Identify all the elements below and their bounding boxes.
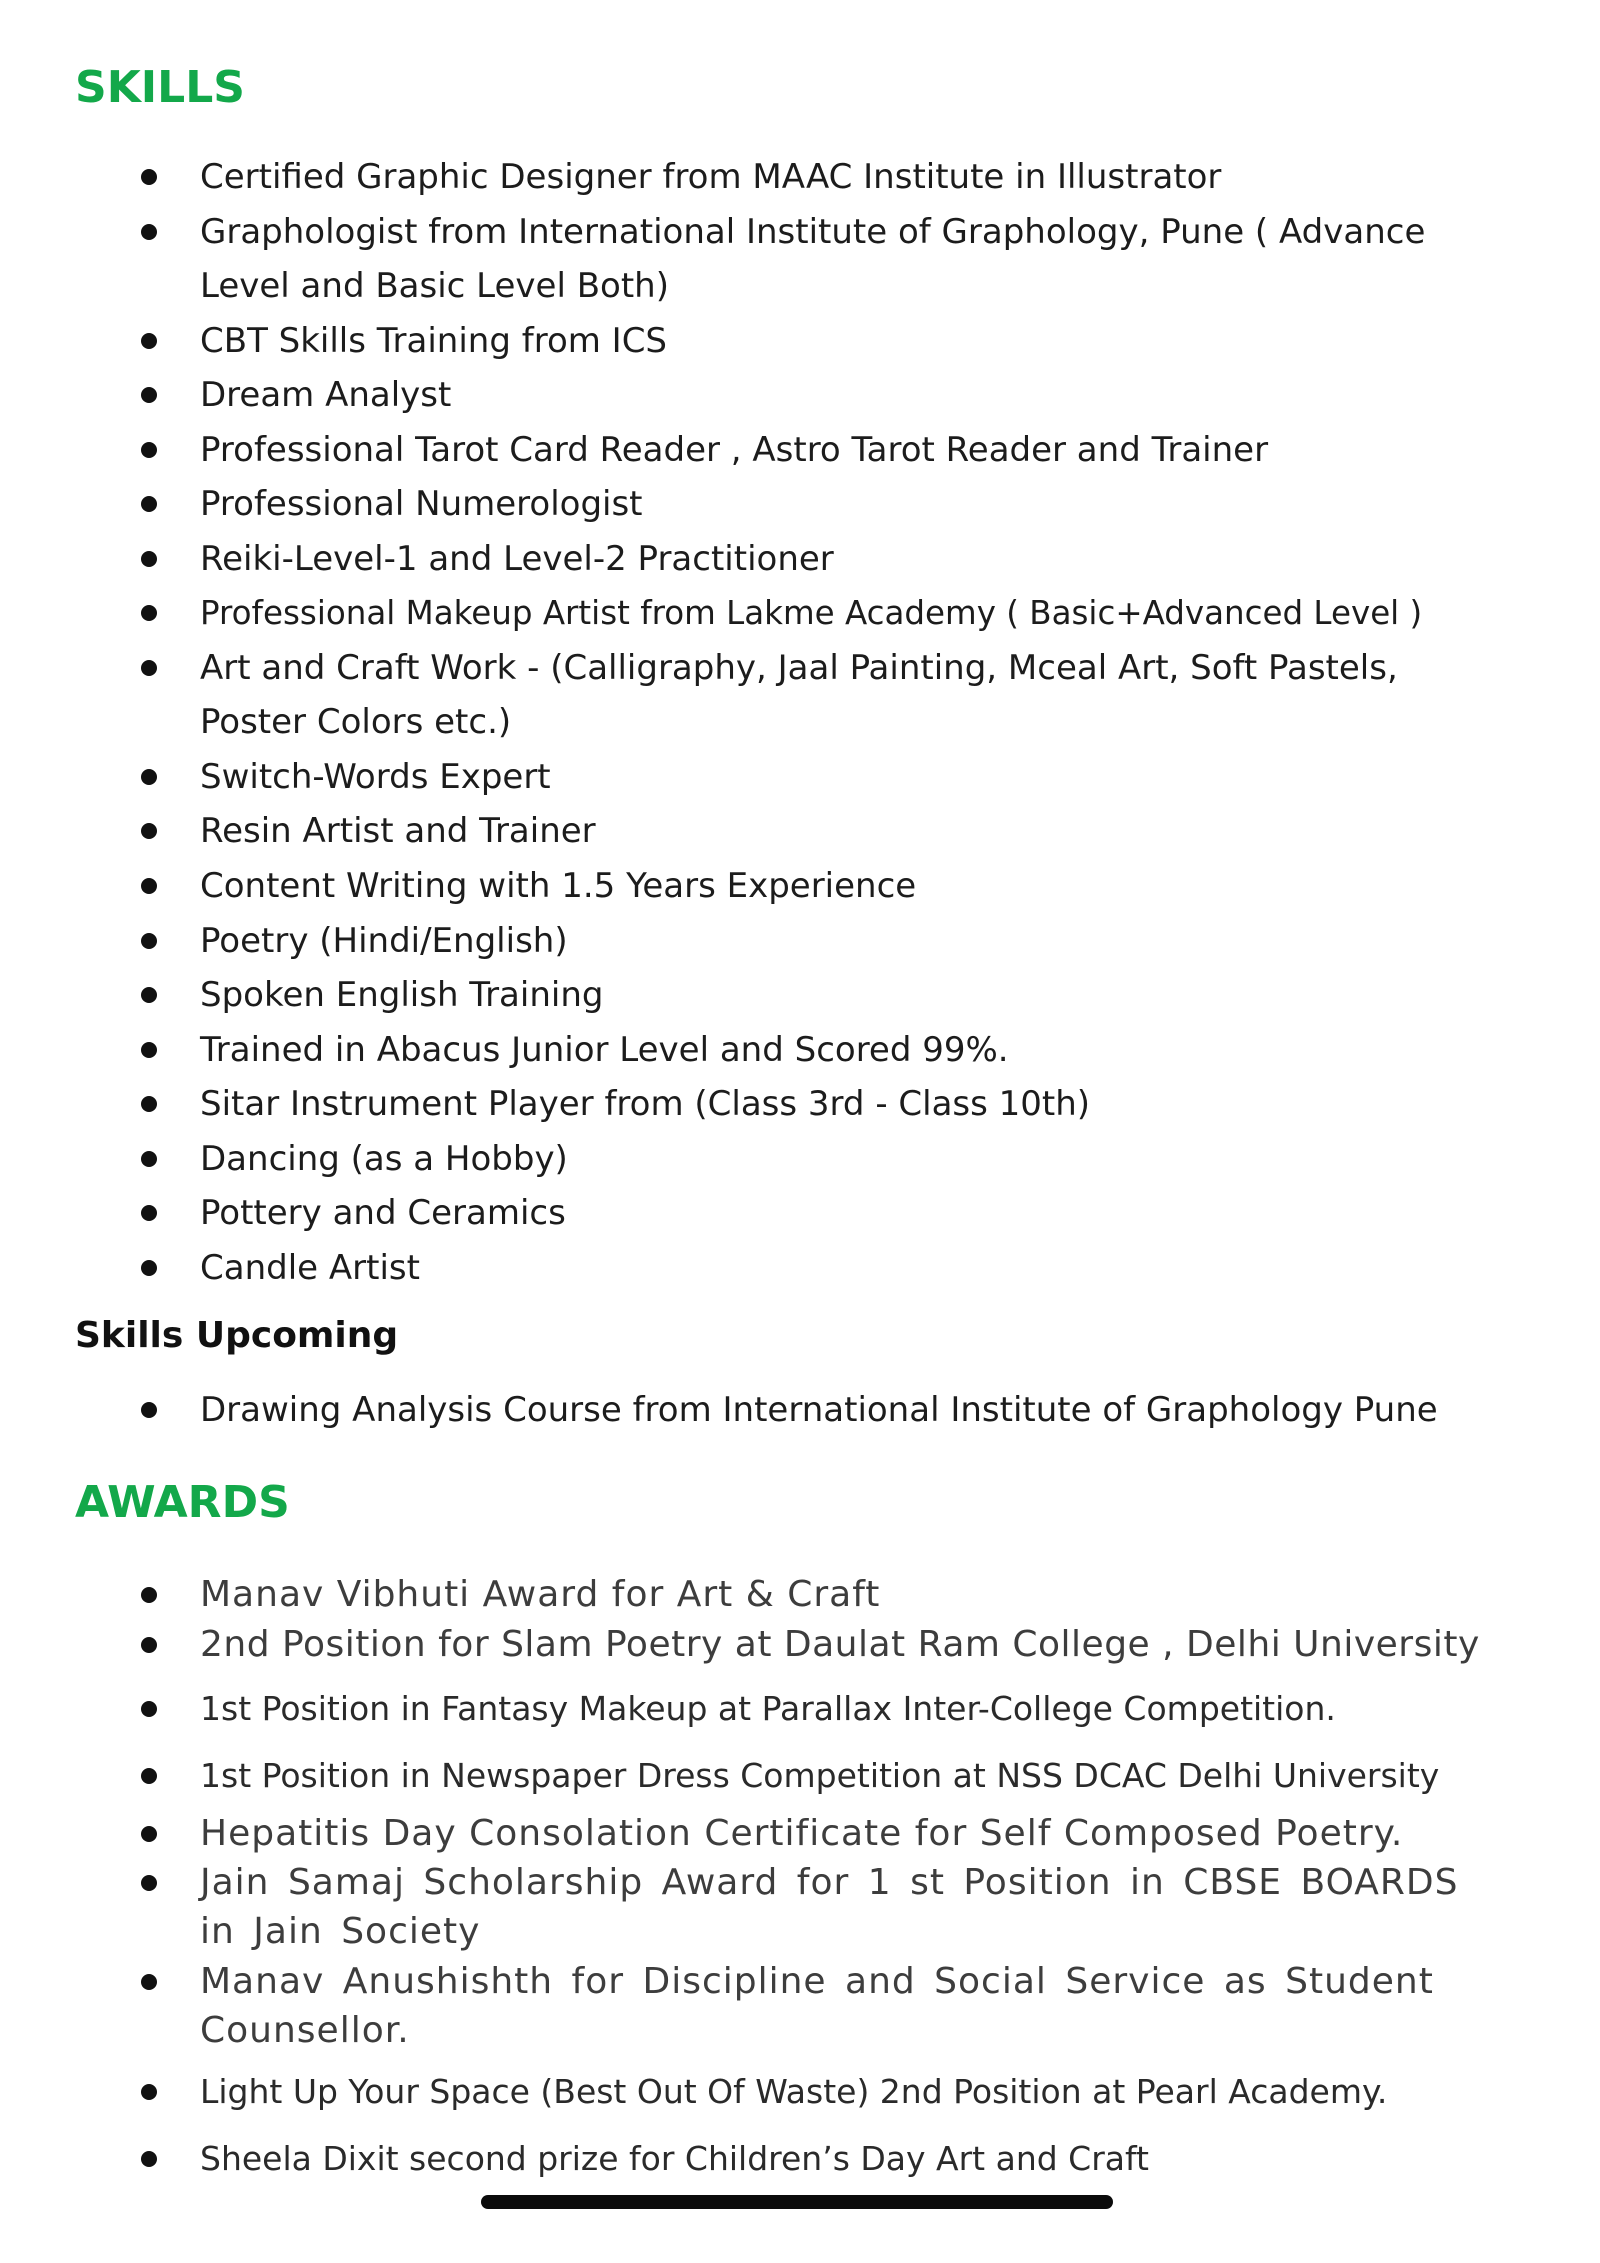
- bullet-icon: [141, 1974, 157, 1990]
- list-item-text: Light Up Your Space (Best Out Of Waste) 2nd Position at Pearl Academy.: [200, 2072, 1388, 2111]
- list-item-text: Spoken English Training: [200, 975, 604, 1015]
- bullet-icon: [141, 1701, 157, 1717]
- list-item-text: 1st Position in Newspaper Dress Competition at NSS DCAC Delhi University: [200, 1756, 1440, 1795]
- bullet-icon: [141, 551, 157, 567]
- list-item-text: CBT Skills Training from ICS: [200, 321, 668, 361]
- bullet-icon: [141, 2151, 157, 2167]
- list-item-text: Candle Artist: [200, 1248, 420, 1288]
- list-item-text: Content Writing with 1.5 Years Experience: [200, 866, 917, 906]
- bullet-icon: [141, 1042, 157, 1058]
- bullet-icon: [141, 2084, 157, 2100]
- bullet-icon: [141, 1151, 157, 1167]
- bullet-icon: [141, 1587, 157, 1603]
- bullet-icon: [141, 1260, 157, 1276]
- bullet-icon: [141, 1637, 157, 1653]
- bullet-icon: [141, 442, 157, 458]
- bullet-icon: [141, 1402, 157, 1418]
- bullet-icon: [141, 1205, 157, 1221]
- bullet-icon: [141, 1768, 157, 1784]
- bullet-icon: [141, 769, 157, 785]
- bullet-icon: [141, 169, 157, 185]
- list-item-text: Certified Graphic Designer from MAAC Institute in Illustrator: [200, 157, 1222, 197]
- list-item-text: Reiki-Level-1 and Level-2 Practitioner: [200, 539, 834, 579]
- list-item-text: Resin Artist and Trainer: [200, 811, 596, 851]
- home-indicator[interactable]: [481, 2195, 1113, 2209]
- list-item-text: Professional Numerologist: [200, 484, 643, 524]
- list-item-text: Pottery and Ceramics: [200, 1193, 566, 1233]
- list-item-text: Jain Samaj Scholarship Award for 1 st Position in CBSE BOARDS in Jain Society: [200, 1862, 1459, 1952]
- bullet-icon: [141, 987, 157, 1003]
- bullet-icon: [141, 878, 157, 894]
- bullet-icon: [141, 224, 157, 240]
- list-item-text: Art and Craft Work - (Calligraphy, Jaal Painting, Mceal Art, Soft Pastels, Poster Colors etc.): [200, 648, 1398, 742]
- list-item-text: Sheela Dixit second prize for Children’s Day Art and Craft: [200, 2139, 1149, 2178]
- list-item-text: Poetry (Hindi/English): [200, 921, 568, 961]
- skills-upcoming-heading: Skills Upcoming: [75, 1315, 399, 1356]
- list-item-text: Manav Anushishth for Discipline and Social Service as Student Counsellor.: [200, 1961, 1434, 2051]
- list-item-text: Professional Makeup Artist from Lakme Academy ( Basic+Advanced Level ): [200, 594, 1423, 632]
- bullet-icon: [141, 823, 157, 839]
- list-item-text: Professional Tarot Card Reader , Astro Tarot Reader and Trainer: [200, 430, 1269, 470]
- awards-heading: AWARDS: [75, 1477, 290, 1528]
- list-item-text: Manav Vibhuti Award for Art & Craft: [200, 1574, 881, 1615]
- list-item-text: Dancing (as a Hobby): [200, 1139, 568, 1179]
- skills-heading: SKILLS: [75, 62, 245, 113]
- list-item-text: Switch-Words Expert: [200, 757, 551, 797]
- bullet-icon: [141, 1826, 157, 1842]
- bullet-icon: [141, 333, 157, 349]
- list-item-text: 2nd Position for Slam Poetry at Daulat Ram College , Delhi University: [200, 1624, 1480, 1665]
- bullet-icon: [141, 933, 157, 949]
- list-item-text: Hepatitis Day Consolation Certificate for Self Composed Poetry.: [200, 1813, 1404, 1854]
- bullet-icon: [141, 387, 157, 403]
- bullet-icon: [141, 496, 157, 512]
- list-item-text: Sitar Instrument Player from (Class 3rd - Class 10th): [200, 1084, 1091, 1124]
- list-item-text: Dream Analyst: [200, 375, 452, 415]
- list-item-text: Drawing Analysis Course from International Institute of Graphology Pune: [200, 1390, 1438, 1430]
- bullet-icon: [141, 1875, 157, 1891]
- bullet-icon: [141, 660, 157, 676]
- list-item-text: Graphologist from International Institute of Graphology, Pune ( Advance Level and Basic Level Both): [200, 212, 1426, 306]
- list-item-text: 1st Position in Fantasy Makeup at Parallax Inter-College Competition.: [200, 1689, 1336, 1728]
- bullet-icon: [141, 605, 157, 621]
- list-item-text: Trained in Abacus Junior Level and Scored 99%.: [200, 1030, 1009, 1070]
- bullet-icon: [141, 1096, 157, 1112]
